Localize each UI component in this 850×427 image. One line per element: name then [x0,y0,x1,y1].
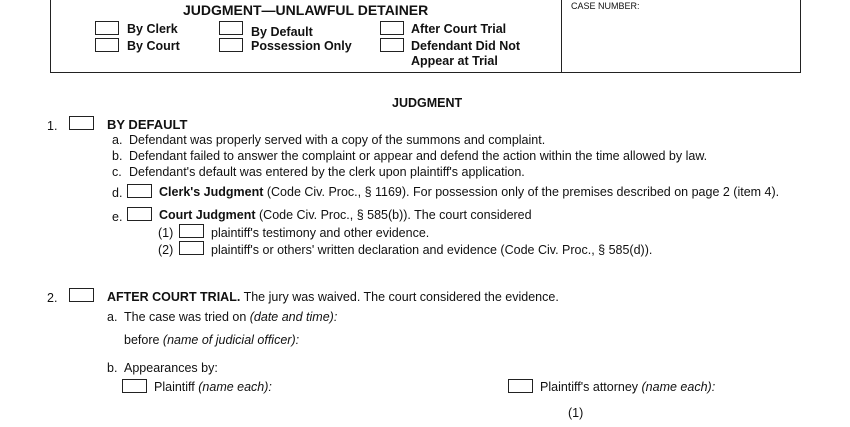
possession-only-label: Possession Only [251,39,352,53]
after-court-trial-text: The jury was waived. The court considered the evidence. [240,290,559,304]
by-default-title: BY DEFAULT [107,117,188,132]
plaintiff-line [154,380,272,394]
clerks-judgment-title: Clerk's Judgment [159,185,264,199]
tried-on-text: The case was tried on [124,310,250,324]
plaintiff-name-hint: (name each): [198,380,272,394]
after-court-trial-item-checkbox[interactable] [69,288,94,302]
court-judgment-text: (Code Civ. Proc., § 585(b)). The court considered [255,208,532,222]
before-text: before [124,333,163,347]
item-1b-letter: b. [112,149,123,163]
by-clerk-checkbox[interactable] [95,21,119,35]
by-court-checkbox[interactable] [95,38,119,52]
possession-only-checkbox[interactable] [219,38,243,52]
defendant-did-not-appear-checkbox[interactable] [380,38,404,52]
item-1c-letter: c. [112,165,122,179]
item-1b-text: Defendant failed to answer the complaint or appear and defend the action within the time allowed by law. [129,149,708,163]
after-court-trial-title: AFTER COURT TRIAL. [107,290,241,304]
plaintiff-text: Plaintiff [154,380,199,394]
by-court-label: By Court [127,39,180,53]
court-judgment-checkbox[interactable] [127,207,152,221]
item-1a-letter: a. [112,133,123,147]
appear-at-trial-label: Appear at Trial [411,54,498,68]
item-1e-letter: e. [112,210,123,224]
appearances-text: Appearances by: [124,361,218,375]
clerks-judgment-line [159,185,779,199]
clerks-judgment-checkbox[interactable] [127,184,152,198]
item-1-number: 1. [47,119,58,133]
plaintiff-testimony-checkbox[interactable] [179,224,204,238]
by-default-label: By Default [251,25,313,39]
by-default-checkbox[interactable] [219,21,243,35]
court-judgment-title: Court Judgment [159,208,256,222]
before-line [124,333,299,347]
written-declaration-text: plaintiff's or others' written declaration and evidence (Code Civ. Proc., § 585(d)). [211,243,653,257]
item-2a-letter: a. [107,310,118,324]
defendant-did-not-label: Defendant Did Not [411,39,521,53]
judgment-heading: JUDGMENT [392,96,463,110]
item-2-number: 2. [47,291,58,305]
by-default-item-checkbox[interactable] [69,116,94,130]
tried-on-line [124,310,337,324]
item-1d-letter: d. [112,186,123,200]
plaintiff-attorney-checkbox[interactable] [508,379,533,393]
plaintiff-attorney-line [540,380,715,394]
item-1e1-number: (1) [158,226,174,240]
attorney-entry-number: (1) [568,406,584,420]
after-court-trial-line [107,290,559,304]
date-and-time-hint: (date and time): [249,310,338,324]
item-2b-letter: b. [107,361,118,375]
judicial-officer-hint: (name of judicial officer): [162,333,300,347]
plaintiff-testimony-text: plaintiff's testimony and other evidence. [211,226,430,240]
item-1e2-number: (2) [158,243,174,257]
after-court-trial-checkbox[interactable] [380,21,404,35]
item-1a-text: Defendant was properly served with a copy of the summons and complaint. [129,133,546,147]
plaintiff-attorney-text: Plaintiff's attorney [540,380,642,394]
attorney-name-hint: (name each): [641,380,716,394]
case-number-label: CASE NUMBER: [571,1,640,11]
court-judgment-line [159,208,532,222]
written-declaration-checkbox[interactable] [179,241,204,255]
by-clerk-label: By Clerk [127,22,178,36]
clerks-judgment-text: (Code Civ. Proc., § 1169). For possession only of the premises described on page 2 (item 4). [263,185,780,199]
plaintiff-appearance-checkbox[interactable] [122,379,147,393]
after-court-trial-label: After Court Trial [411,22,507,36]
item-1c-text: Defendant's default was entered by the clerk upon plaintiff's application. [129,165,525,179]
form-title: JUDGMENT—UNLAWFUL DETAINER [183,2,429,18]
